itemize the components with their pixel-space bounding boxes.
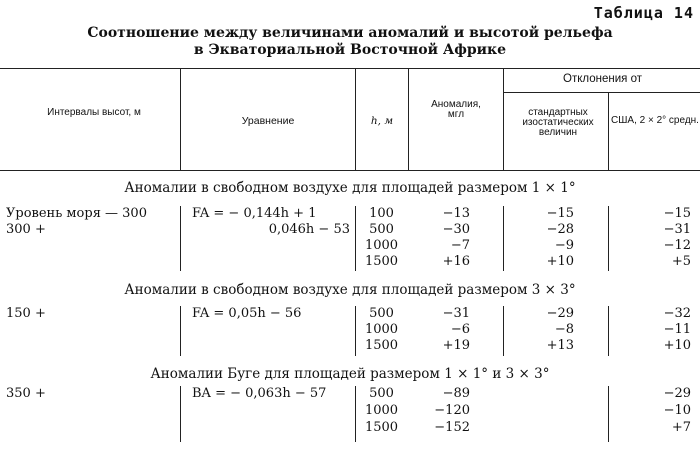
anomaly-value: +16 — [442, 254, 470, 269]
anomaly-value: −13 — [442, 206, 470, 221]
table-number: Таблица 14 — [593, 4, 694, 22]
anomaly-value: −120 — [434, 403, 470, 418]
anomaly-value: −30 — [442, 222, 470, 237]
usa-deviation-value: −31 — [663, 222, 691, 237]
usa-deviation-value: +5 — [671, 254, 691, 269]
body-divider — [180, 206, 181, 271]
usa-deviation-value: −10 — [663, 403, 691, 418]
table-title-line-2: в Экваториальной Восточной Африке — [193, 42, 507, 58]
anomaly-value: −7 — [450, 238, 470, 253]
body-divider — [355, 386, 356, 442]
header-divider-5 — [608, 92, 609, 170]
standard-deviation-value: −15 — [546, 206, 574, 221]
h-value: 1000 — [364, 238, 399, 253]
equation-text: FA = 0,05h − 56 — [192, 306, 302, 321]
usa-deviation-value: −15 — [663, 206, 691, 221]
standard-deviation-value: −8 — [554, 322, 574, 337]
h-value: 1500 — [364, 254, 399, 269]
interval-label: 350 + — [6, 386, 46, 401]
header-equation: Уравнение — [241, 115, 295, 127]
usa-deviation-value: −32 — [663, 306, 691, 321]
usa-deviation-value: +10 — [663, 338, 691, 353]
section-title: Аномалии в свободном воздухе для площадей размером 1 × 1° — [124, 180, 576, 196]
header-anomaly: Аномалия, мгл — [431, 99, 481, 120]
equation-text: 0,046h − 53 — [268, 222, 350, 237]
standard-deviation-value: −9 — [554, 238, 574, 253]
usa-deviation-value: −11 — [663, 322, 691, 337]
body-divider — [608, 306, 609, 356]
usa-deviation-value: −29 — [663, 386, 691, 401]
header-h: h, м — [370, 115, 394, 127]
h-value: 1000 — [364, 403, 399, 418]
h-value: 1000 — [364, 322, 399, 337]
equation-text: FA = − 0,144h + 1 — [192, 206, 317, 221]
h-value: 500 — [369, 306, 394, 321]
anomaly-value: −6 — [450, 322, 470, 337]
body-divider — [180, 306, 181, 356]
h-value: 1500 — [364, 338, 399, 353]
h-value: 500 — [369, 386, 394, 401]
header-divider-3 — [408, 68, 409, 170]
deviation-subrule — [503, 92, 700, 93]
standard-deviation-value: −28 — [546, 222, 574, 237]
anomaly-value: −31 — [442, 306, 470, 321]
h-value: 100 — [369, 206, 394, 221]
standard-deviation-value: +10 — [546, 254, 574, 269]
h-value: 1500 — [364, 420, 399, 435]
body-divider — [503, 306, 504, 356]
header-deviation: Отклонения от — [563, 73, 642, 85]
equation-text: BA = − 0,063h − 57 — [192, 386, 327, 401]
anomaly-value: −89 — [442, 386, 470, 401]
usa-deviation-value: +7 — [671, 420, 691, 435]
header-standard: стандартных изостатических величин — [522, 107, 594, 138]
body-divider — [608, 386, 609, 442]
section-title: Аномалии в свободном воздухе для площадей размером 3 × 3° — [124, 282, 576, 298]
standard-deviation-value: +13 — [546, 338, 574, 353]
header-divider-4 — [503, 68, 504, 170]
header-divider-1 — [180, 68, 181, 170]
interval-label: 150 + — [6, 306, 46, 321]
body-divider — [608, 206, 609, 271]
header-interval: Интервалы высот, м — [47, 107, 141, 118]
body-divider — [355, 206, 356, 271]
standard-deviation-value: −29 — [546, 306, 574, 321]
body-divider — [180, 386, 181, 442]
anomaly-value: −152 — [434, 420, 470, 435]
body-divider — [503, 206, 504, 271]
anomaly-value: +19 — [442, 338, 470, 353]
header-top-rule — [0, 68, 700, 69]
header-bottom-rule — [0, 170, 700, 171]
interval-label: Уровень моря — 300 — [6, 206, 147, 221]
h-value: 500 — [369, 222, 394, 237]
header-usa: США, 2 × 2° средн. — [611, 115, 699, 126]
body-divider — [355, 306, 356, 356]
usa-deviation-value: −12 — [663, 238, 691, 253]
interval-label: 300 + — [6, 222, 46, 237]
table-title-line-1: Соотношение между величинами аномалий и высотой рельефа — [87, 25, 613, 41]
section-title: Аномалии Буге для площадей размером 1 × 1° и 3 × 3° — [150, 366, 550, 382]
header-divider-2 — [355, 68, 356, 170]
